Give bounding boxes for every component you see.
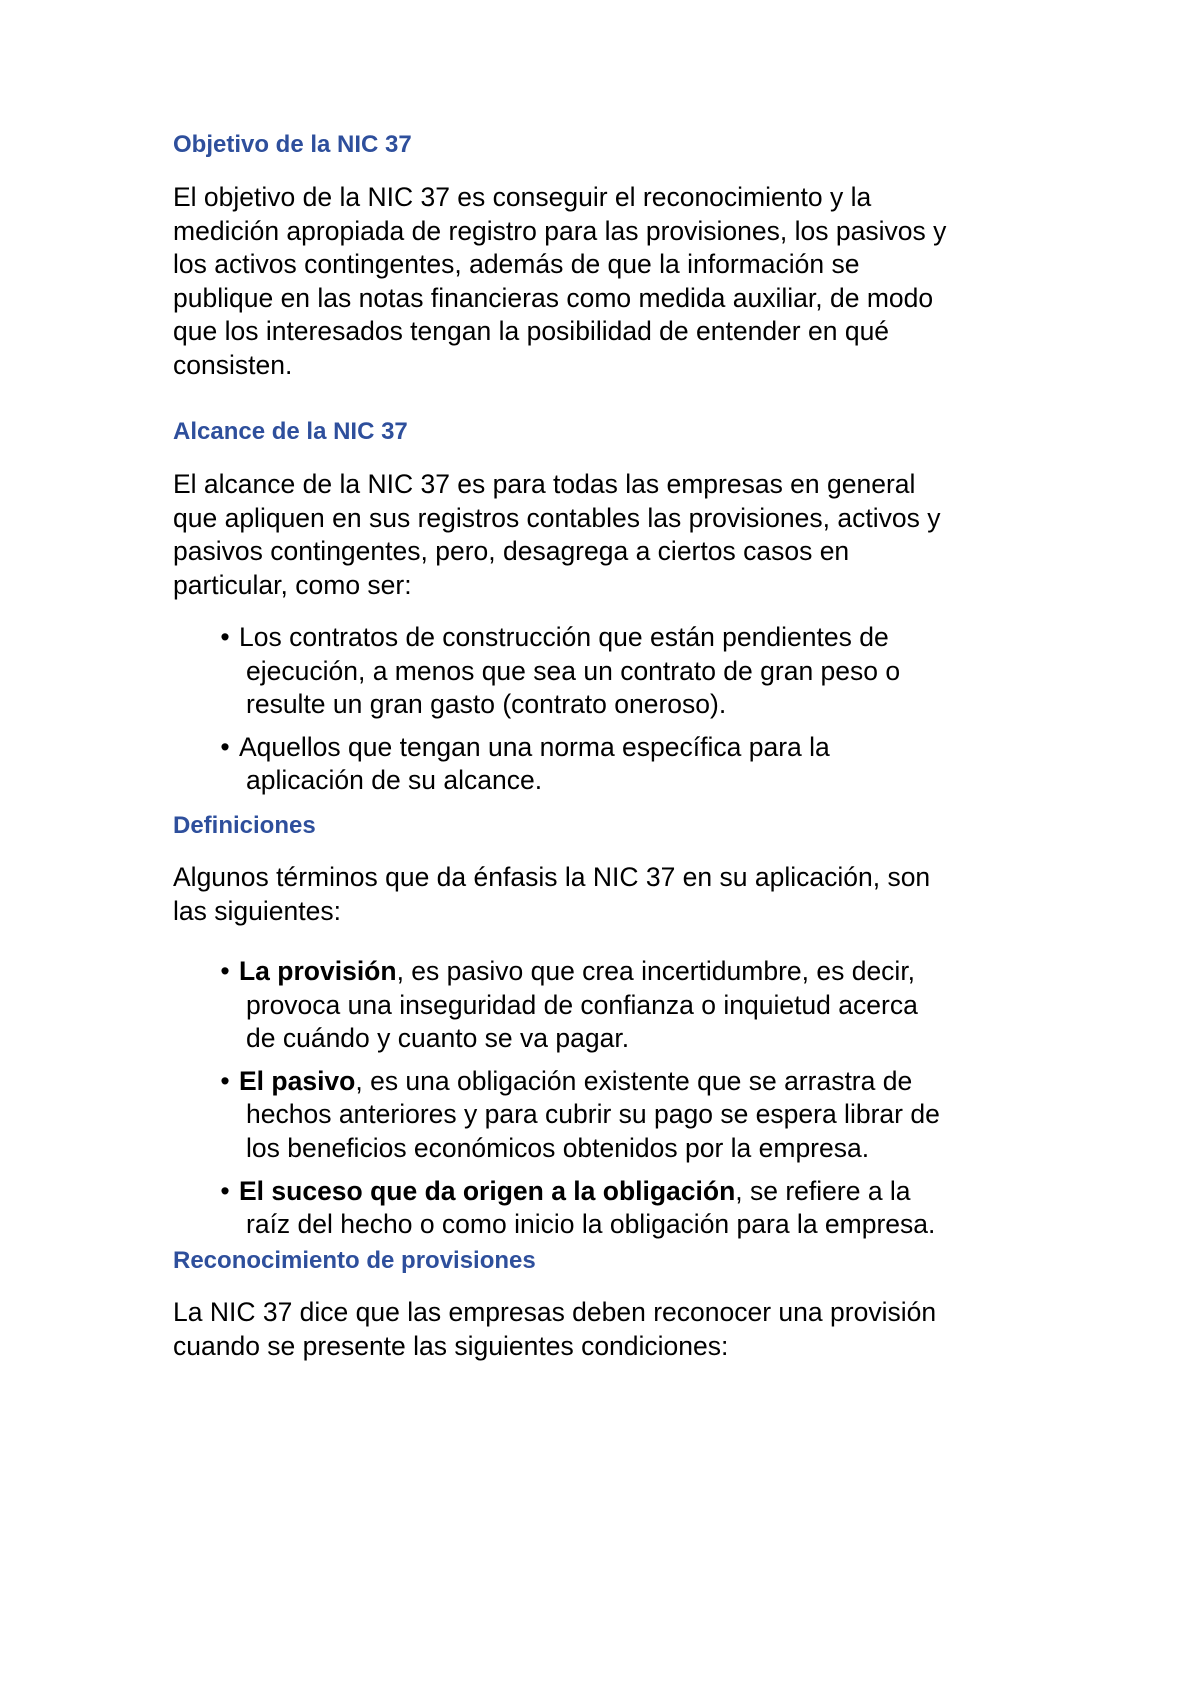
- bullet-icon: •: [220, 731, 230, 762]
- text-line: que los interesados tengan la posibilidad de entender en qué: [173, 316, 890, 347]
- heading-reconocimiento: Reconocimiento de provisiones: [173, 1247, 536, 1274]
- term-bold: La provisión: [239, 956, 397, 986]
- heading-alcance: Alcance de la NIC 37: [173, 418, 408, 445]
- text-line: raíz del hecho o como inicio la obligación para la empresa.: [246, 1209, 936, 1240]
- text-line: los beneficios económicos obtenidos por la empresa.: [246, 1132, 870, 1163]
- text-line: consisten.: [173, 349, 293, 380]
- paragraph-reconocimiento: [173, 1296, 936, 1363]
- text-line: cuando se presente las siguientes condiciones:: [173, 1330, 729, 1361]
- text-line: Algunos términos que da énfasis la NIC 37 en su aplicación, son: [173, 862, 931, 892]
- text-line: las siguientes:: [173, 895, 341, 926]
- text-line: provoca una inseguridad de confianza o inquietud acerca: [246, 989, 918, 1020]
- bullet-list-definiciones: [173, 955, 940, 1242]
- bullet-icon: •: [220, 1065, 230, 1096]
- term-description: , es pasivo que crea incertidumbre, es decir,: [396, 956, 916, 986]
- term-bold: El pasivo: [239, 1065, 356, 1096]
- heading-objetivo: Objetivo de la NIC 37: [173, 131, 412, 158]
- term-bold: El suceso que da origen a la obligación: [239, 1175, 736, 1206]
- text-line: Los contratos de construcción que están pendientes de: [239, 622, 889, 652]
- list-item: [173, 1065, 940, 1166]
- text-line: de cuándo y cuanto se va pagar.: [246, 1023, 630, 1054]
- text-line: La NIC 37 dice que las empresas deben reconocer una provisión: [173, 1297, 937, 1327]
- list-item: [173, 1175, 940, 1242]
- bullet-list-alcance: [173, 621, 900, 798]
- text-line: resulte un gran gasto (contrato oneroso).: [246, 689, 727, 720]
- paragraph-definiciones: [173, 861, 930, 928]
- text-line: pasivos contingentes, pero, desagrega a ciertos casos en: [173, 536, 850, 567]
- heading-definiciones: Definiciones: [173, 812, 316, 839]
- text-line: El alcance de la NIC 37 es para todas las empresas en general: [173, 469, 916, 499]
- list-item: [173, 621, 900, 722]
- text-line: medición apropiada de registro para las provisiones, los pasivos y: [173, 215, 947, 246]
- paragraph-alcance: [173, 468, 940, 602]
- text-line: que apliquen en sus registros contables las provisiones, activos y: [173, 502, 941, 533]
- text-line: ejecución, a menos que sea un contrato de gran peso o: [246, 655, 901, 686]
- paragraph-objetivo: [173, 181, 946, 383]
- bullet-icon: •: [220, 956, 230, 986]
- text-line: [239, 955, 940, 989]
- text-line: Aquellos que tengan una norma específica para la: [239, 731, 830, 762]
- text-line: hechos anteriores y para cubrir su pago se espera librar de: [246, 1099, 940, 1130]
- text-line: los activos contingentes, además de que la información se: [173, 249, 860, 280]
- bullet-icon: •: [220, 1175, 230, 1206]
- term-description: , es una obligación existente que se arrastra de: [355, 1065, 913, 1096]
- text-line: El objetivo de la NIC 37 es conseguir el reconocimiento y la: [173, 182, 872, 212]
- text-line: [239, 1175, 940, 1209]
- text-line: aplicación de su alcance.: [246, 765, 543, 796]
- term-description: , se refiere a la: [735, 1175, 911, 1206]
- text-line: particular, como ser:: [173, 569, 412, 600]
- text-line: publique en las notas financieras como medida auxiliar, de modo: [173, 282, 934, 313]
- list-item: [173, 955, 940, 1056]
- bullet-icon: •: [220, 622, 230, 652]
- text-line: [239, 1065, 940, 1099]
- list-item: [173, 731, 900, 798]
